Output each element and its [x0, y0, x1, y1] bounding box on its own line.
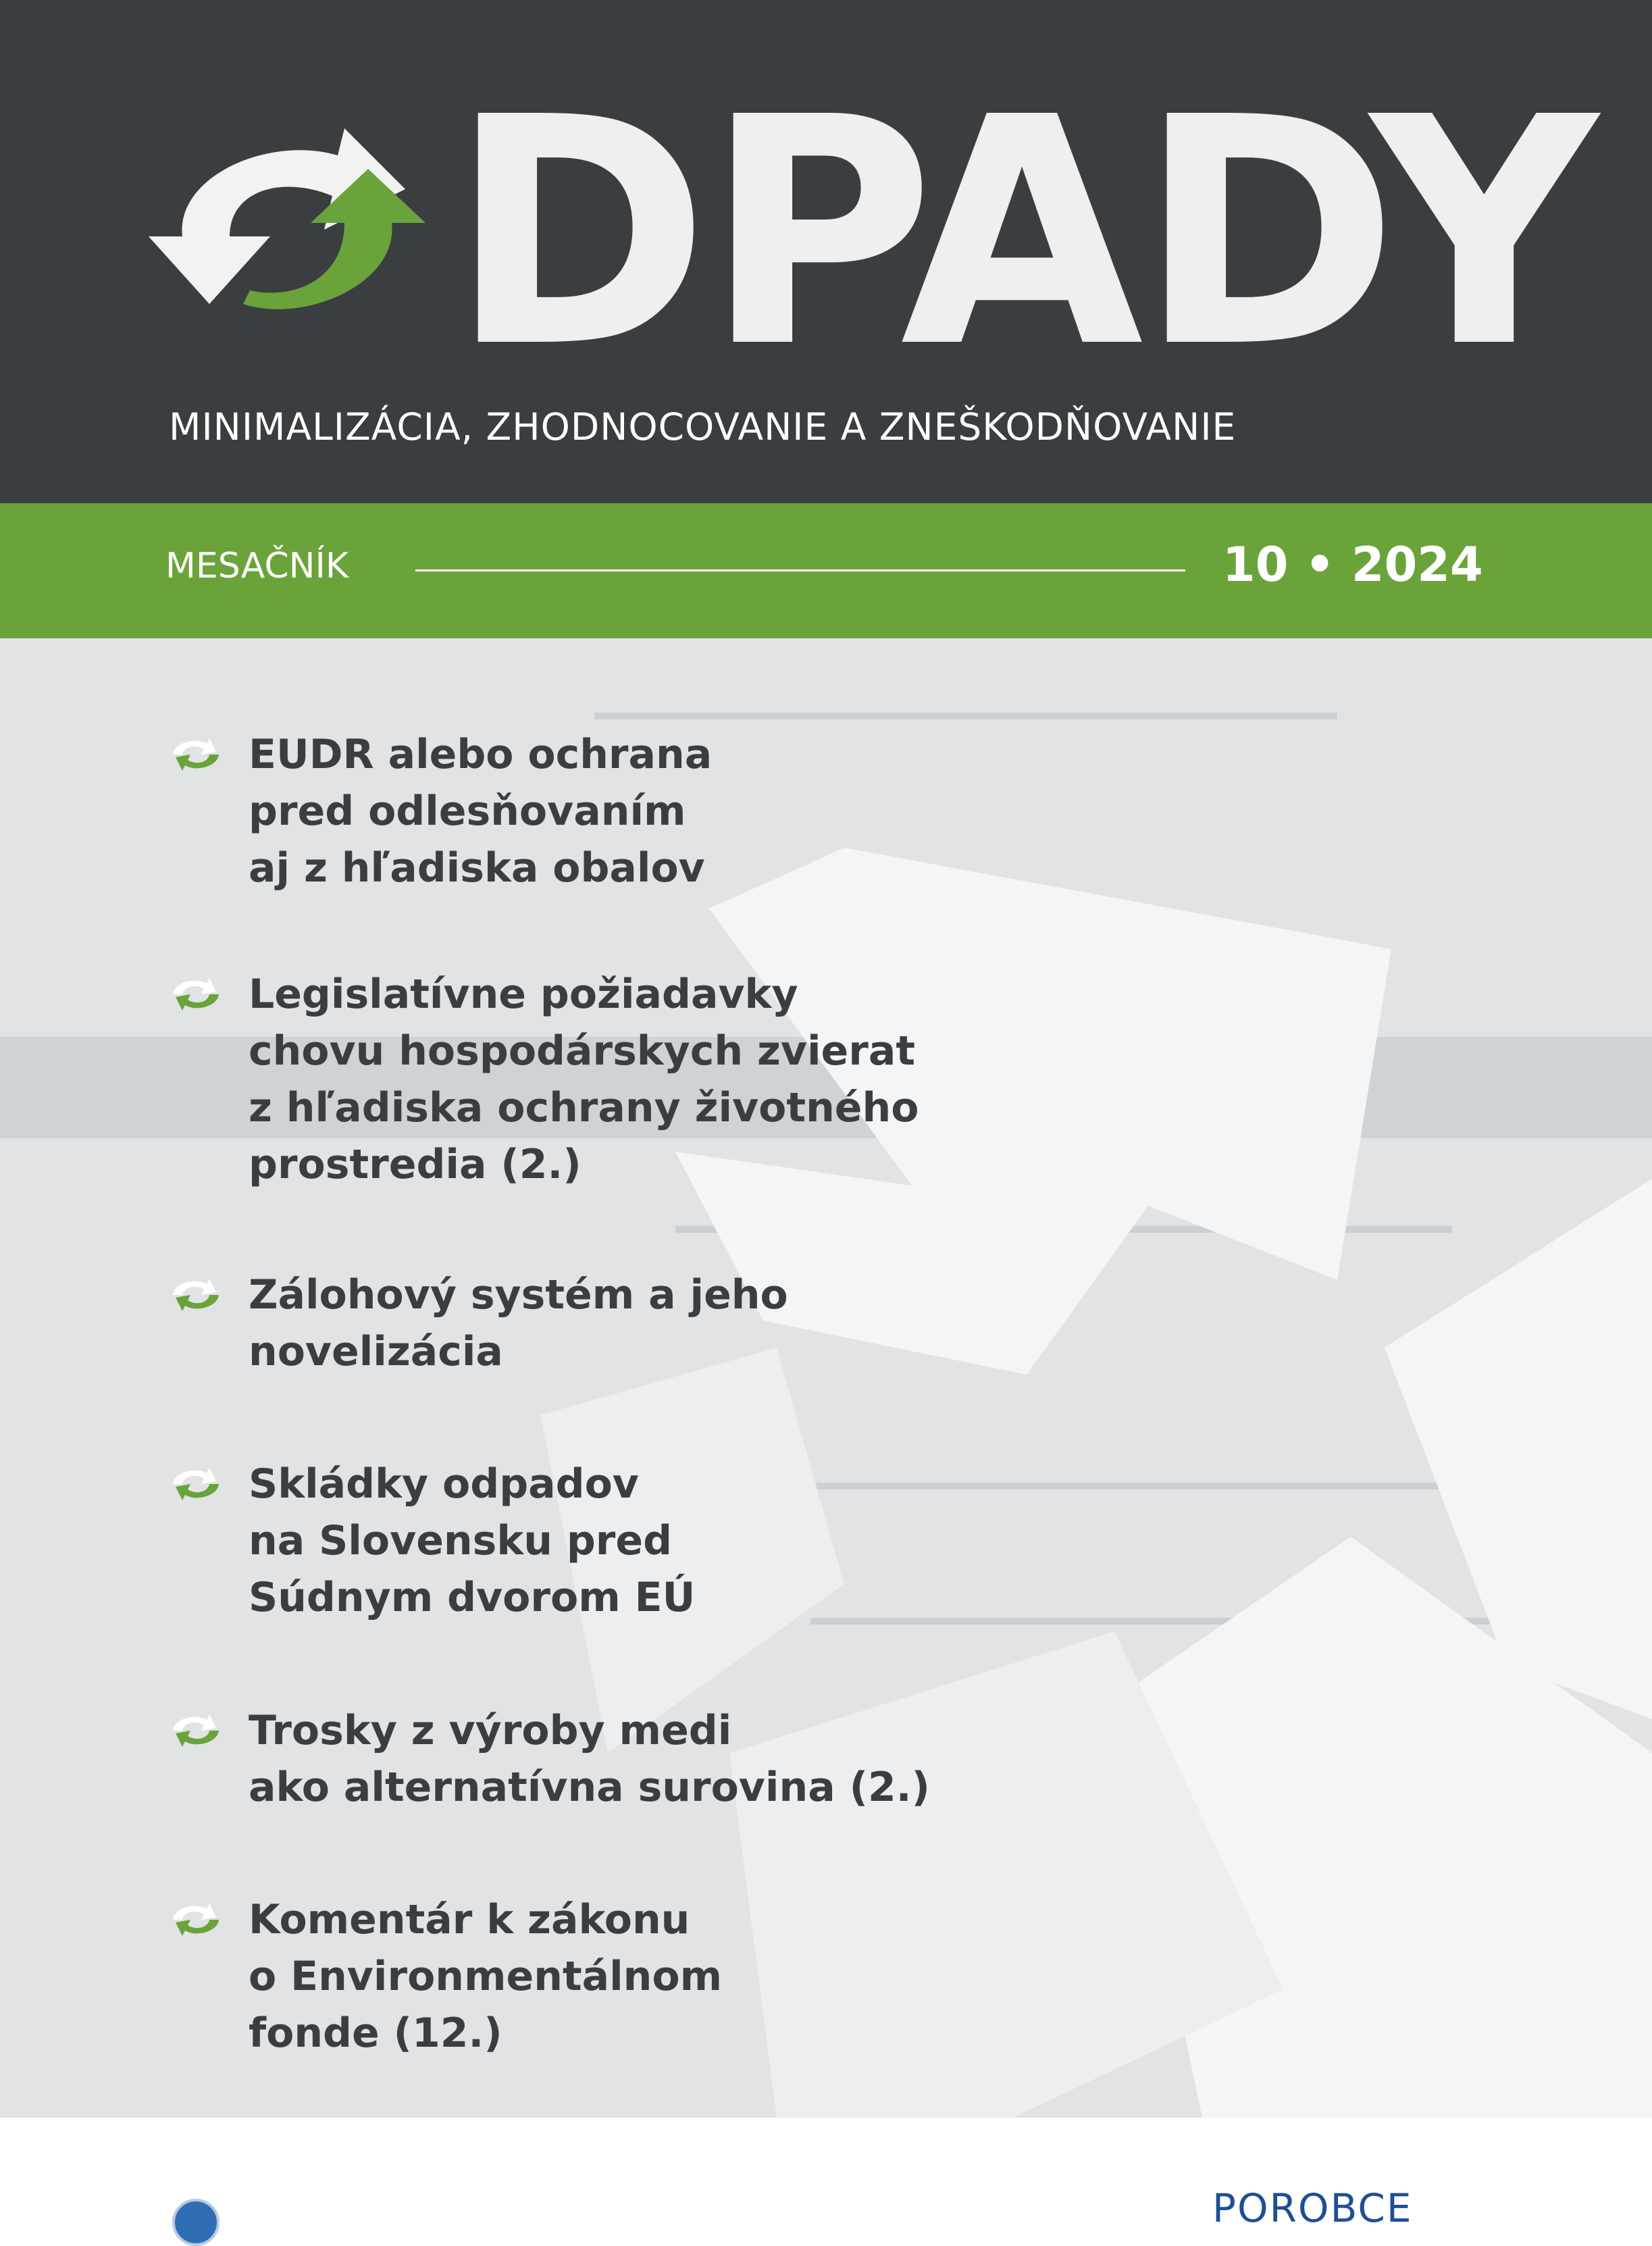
- recycle-bullet-icon: [169, 1901, 223, 1939]
- cover-content: [0, 638, 1652, 2118]
- emblem-icon: [172, 2199, 220, 2246]
- issue-number: 10 • 2024: [1222, 537, 1483, 592]
- toc-item-title: Zálohový systém a jeho novelizácia: [249, 1271, 788, 1375]
- publisher-logo: POROBCE: [1212, 2185, 1413, 2231]
- recycle-logo-icon: [135, 128, 439, 331]
- recycle-bullet-icon: [169, 1465, 223, 1503]
- masthead-title: DPADY: [449, 50, 1593, 416]
- toc-item-title: Legislatívne požiadavky chovu hospodárskych zvierat z hľadiska ochrany životného prostredia (2.): [249, 971, 919, 1188]
- tagline: MINIMALIZÁCIA, ZHODNOCOVANIE A ZNEŠKODŇOVANIE: [169, 405, 1237, 449]
- toc-item-title: Komentár k zákonu o Environmentálnom fonde (12.): [249, 1896, 723, 2057]
- recycle-bullet-icon: [169, 1712, 223, 1750]
- toc-item-title: EUDR alebo ochrana pred odlesňovaním aj z hľadiska obalov: [249, 731, 713, 892]
- table-of-contents: [0, 638, 946, 2118]
- toc-item-title: Skládky odpadov na Slovensku pred Súdnym dvorom EÚ: [249, 1460, 696, 1621]
- masthead-header: [0, 0, 1652, 503]
- recycle-bullet-icon: [169, 975, 223, 1013]
- toc-item-title: Trosky z výroby medi ako alternatívna surovina (2.): [249, 1707, 930, 1811]
- recycle-bullet-icon: [169, 736, 223, 773]
- periodicity-label: MESAČNÍK: [165, 546, 349, 586]
- recycle-bullet-icon: [169, 1276, 223, 1314]
- cover-footer: [0, 2118, 1652, 2231]
- band-divider: [415, 569, 1185, 571]
